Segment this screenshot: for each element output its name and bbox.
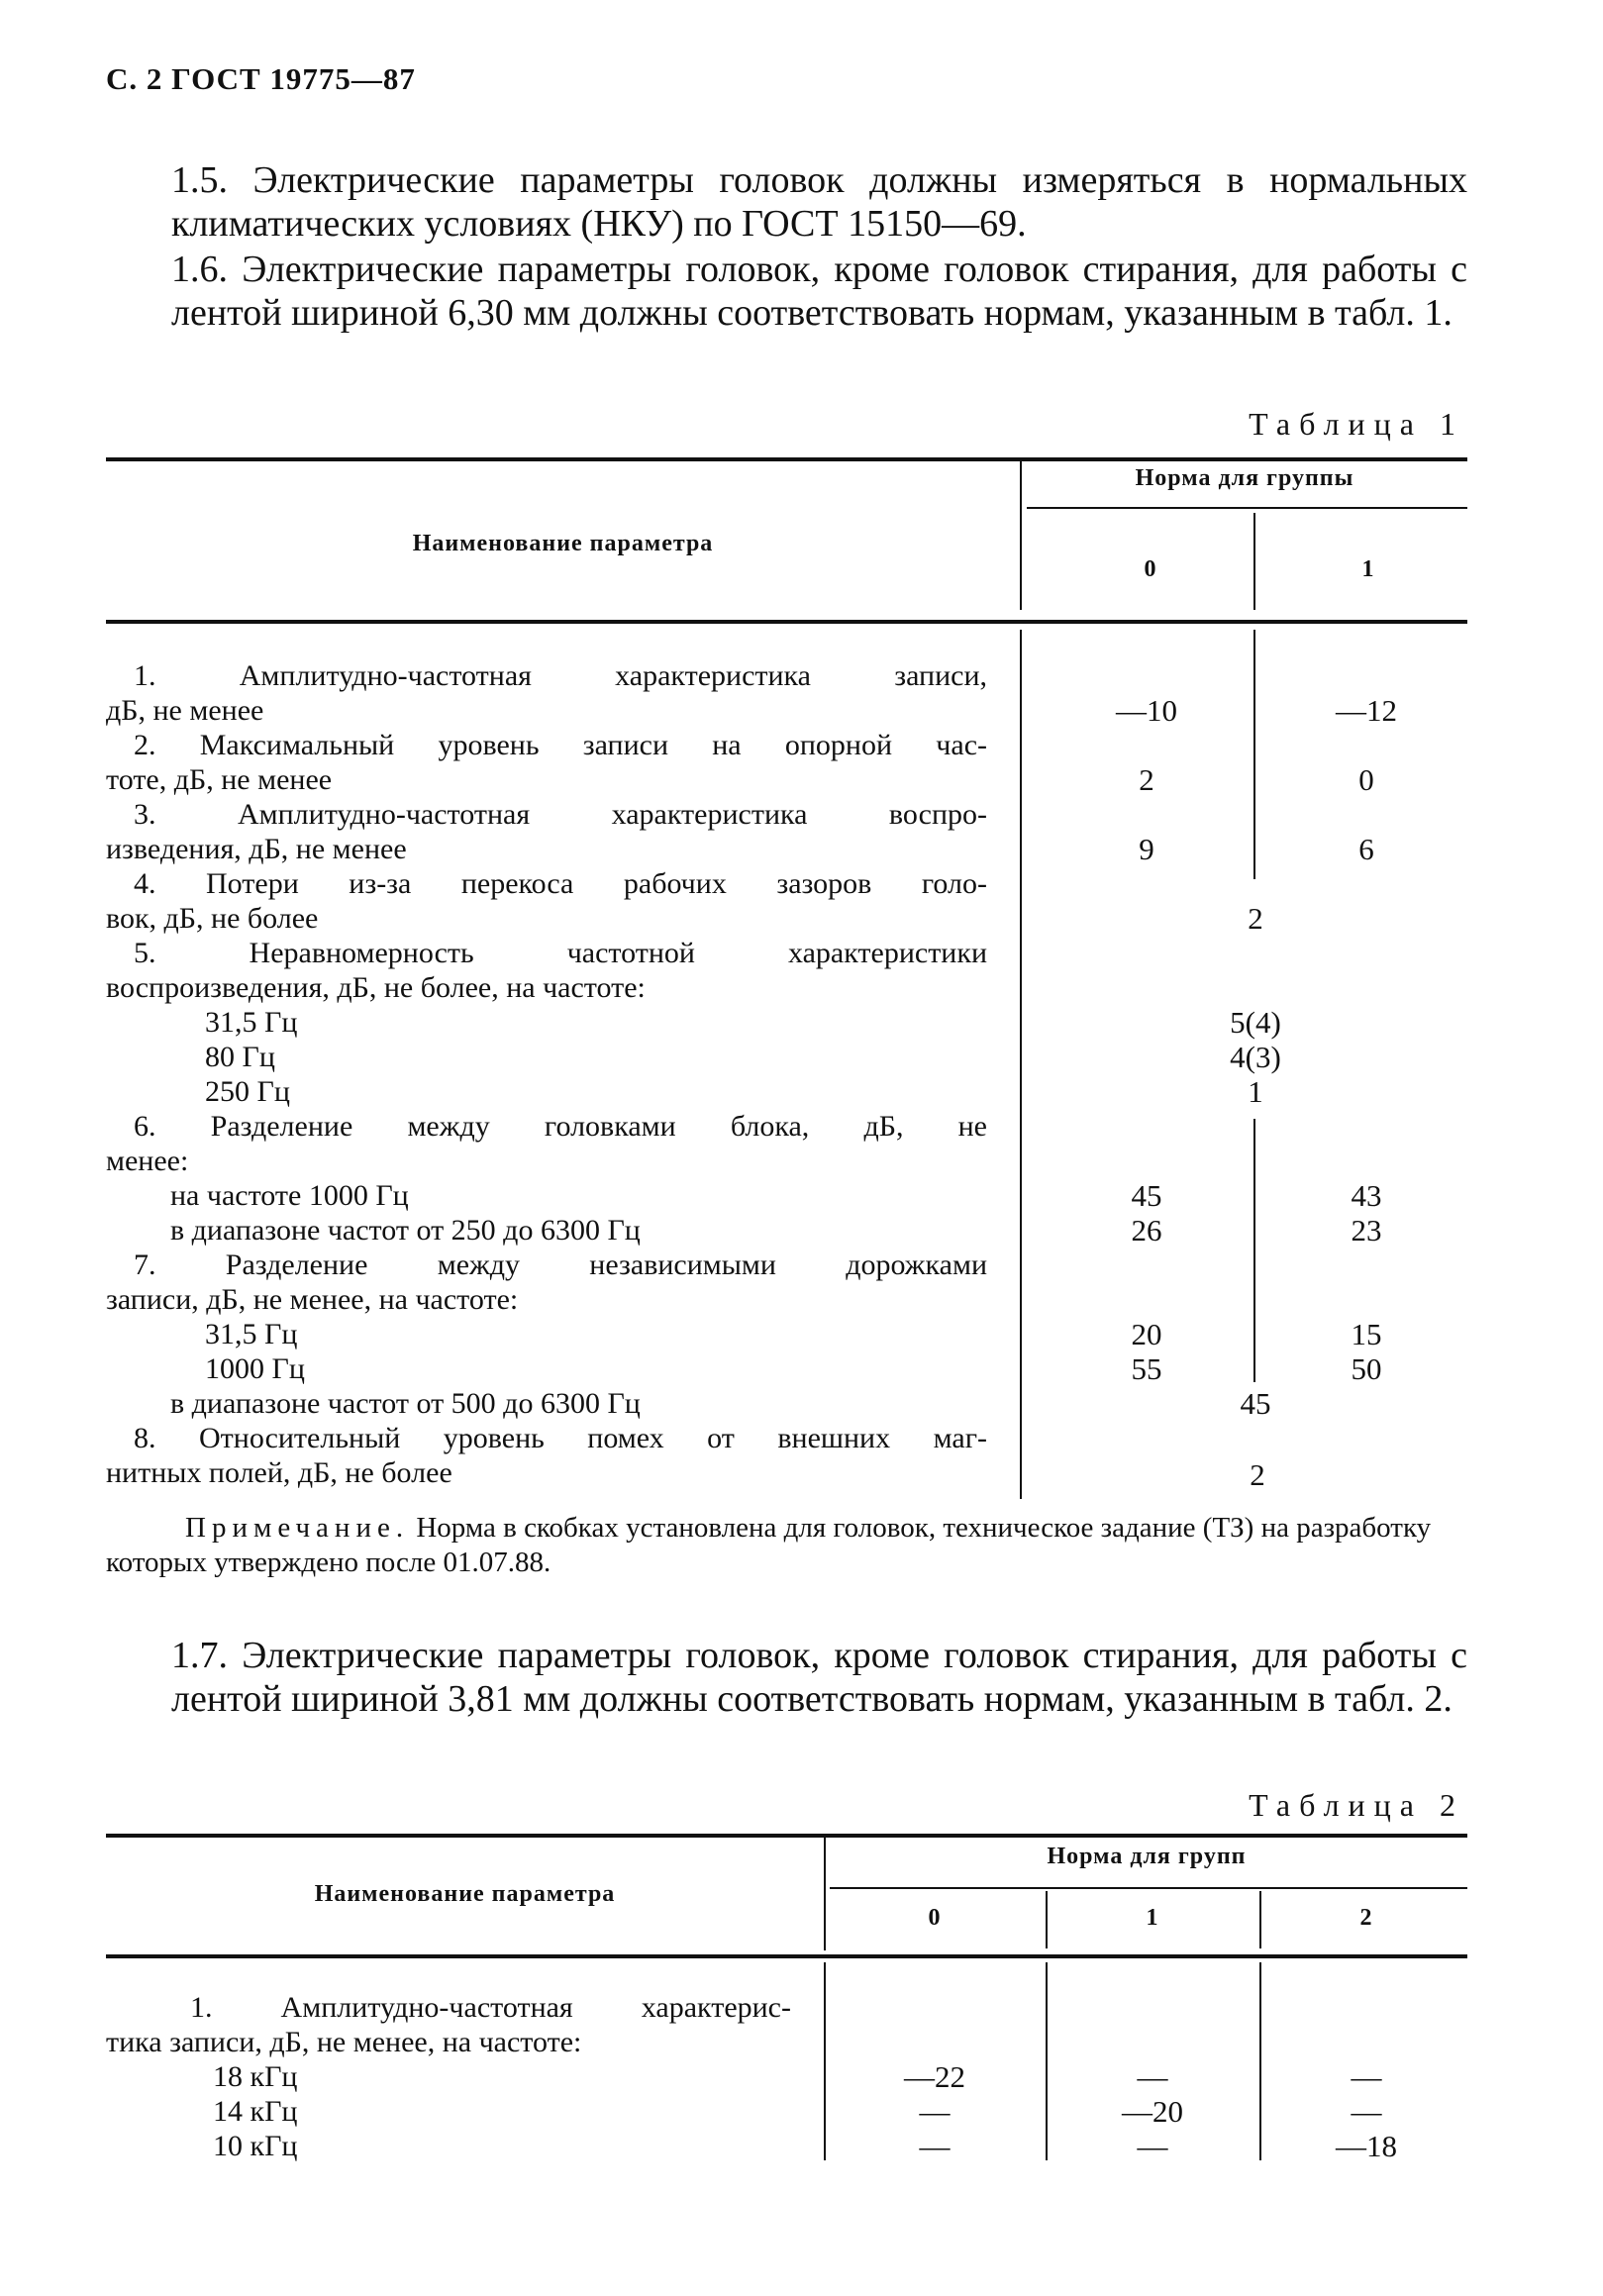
table1-group-divider-b [1253,1119,1255,1382]
table1-col-g0: 0 [1144,556,1157,582]
table1-row5-sub2-value: 4(3) [1230,1040,1281,1074]
table2-caption: Таблица 2 [1249,1787,1464,1823]
table1-row3-g0: 9 [1139,832,1154,866]
table2-sub2-g0: — [919,2094,951,2129]
table1-group-divider-a [1253,630,1255,879]
table2-group-rule [830,1887,1467,1889]
table1-row8-line2: нитных полей, дБ, не более [106,1456,452,1489]
table2-col-name: Наименование параметра [314,1881,616,1907]
table1-row8-line1: 8. Относительный уровень помех от внешних маг- [134,1422,987,1454]
table2-sub2-g1: —20 [1122,2094,1183,2129]
table1-row6-line1: 6. Разделение между головками блока, дБ, не [134,1110,987,1143]
table1-row5-sub3-value: 1 [1248,1074,1263,1109]
table1-row6-sub1-g1: 43 [1351,1178,1382,1213]
table1-row6-sub1: на частоте 1000 Гц [170,1179,409,1212]
table1-row3-g1: 6 [1358,832,1374,866]
table2-sub2-g2: — [1351,2094,1382,2129]
table1-row7-sub3: в диапазоне частот от 500 до 6300 Гц [170,1387,641,1420]
table1-row4-value: 2 [1248,901,1263,936]
table2-row1-line1: 1. Амплитудно-частотная характерис- [190,1991,791,2024]
table2-col-g2: 2 [1359,1905,1373,1931]
table2-divider-2 [1259,1891,1261,1948]
table1-row7-sub1: 31,5 Гц [205,1318,298,1350]
table2-row1-line2: тика записи, дБ, не менее, на частоте: [106,2026,582,2058]
table2-sub1-g0: —22 [904,2059,965,2094]
table2-sub3-g0: — [919,2129,951,2163]
table2-sub3-g2: —18 [1336,2129,1397,2163]
table2-body-divider-1 [1046,1962,1048,2160]
table2-body-divider [824,1962,826,2160]
table1-row6-sub2-g0: 26 [1131,1213,1162,1248]
table1-row4-line1: 4. Потери из-за перекоса рабочих зазоров голо- [134,867,987,900]
table1-row8-value: 2 [1250,1457,1265,1492]
table1-row5-sub1: 31,5 Гц [205,1006,298,1039]
table2-col-g0: 0 [928,1905,942,1931]
note-label: Примечание. [185,1512,410,1544]
clause-1-7-text: 1.7. Электрические параметры головок, кроме головок стирания, для работы с лентой шириной 3,81 мм должны соответствовать нормам, указанным в табл. 2. [171,1635,1467,1720]
table1-row4-line2: вок, дБ, не более [106,902,319,935]
table1-row6-line2: менее: [106,1145,189,1177]
table1-body-divider [1020,630,1022,1499]
table1-row7-sub2-g1: 50 [1351,1351,1382,1386]
table1-row7-sub1-g0: 20 [1131,1317,1162,1351]
table2-divider-1 [1046,1891,1048,1948]
table2-sub1-g2: — [1351,2059,1382,2094]
table2-header-bottom-rule [106,1954,1467,1958]
table1-row1-line1: 1. Амплитудно-частотная характеристика записи, [134,659,987,692]
table1-row3-line2: изведения, дБ, не менее [106,833,407,865]
table1-top-rule [106,457,1467,461]
table1-row7-line2: записи, дБ, не менее, на частоте: [106,1283,519,1316]
table1-row5-sub1-value: 5(4) [1230,1005,1281,1040]
table1-col-name: Наименование параметра [412,531,714,556]
table2-sub1-g1: — [1137,2059,1168,2094]
table1-row7-sub2-g0: 55 [1131,1351,1162,1386]
clause-1-5 [106,158,1467,246]
table1-group-divider [1253,513,1255,610]
table1-row7-sub2: 1000 Гц [205,1352,305,1385]
table1-row5-line2: воспроизведения, дБ, не более, на частоте: [106,971,646,1004]
clause-1-6 [106,248,1467,335]
table1-row7-line1: 7. Разделение между независимыми дорожками [134,1248,987,1281]
table1-row1-g0: —10 [1116,693,1177,728]
table1-row5-line1: 5. Неравномерность частотной характеристики [134,937,987,969]
table2-sub3-freq: 10 кГц [213,2130,298,2162]
table1-row3-line1: 3. Амплитудно-частотная характеристика воспро- [134,798,987,831]
table1-row2-line2: тоте, дБ, не менее [106,763,333,796]
table1-row2-line1: 2. Максимальный уровень записи на опорной час- [134,729,987,761]
table2-sub3-g1: — [1137,2129,1168,2163]
table1-row7-sub3-value: 45 [1240,1386,1271,1421]
table1-row5-sub3: 250 Гц [205,1075,290,1108]
clause-1-6-text: 1.6. Электрические параметры головок, кроме головок стирания, для работы с лентой шириной 6,30 мм должны соответствовать нормам, указанным в табл. 1. [171,249,1467,334]
table1-row6-sub2-g1: 23 [1351,1213,1382,1248]
table1-row1-line2: дБ, не менее [106,694,264,727]
table2-body-divider-2 [1259,1962,1261,2160]
table2-col-group: Норма для групп [1047,1844,1247,1869]
table1-header-bottom-rule [106,620,1467,624]
table1-row6-sub1-g0: 45 [1131,1178,1162,1213]
table1-caption: Таблица 1 [1249,406,1464,442]
table2-sub2-freq: 14 кГц [213,2095,298,2128]
table1-row5-sub2: 80 Гц [205,1041,275,1073]
clause-1-5-text: 1.5. Электрические параметры головок должны измеряться в нормальных климатических условиях (НКУ) по ГОСТ 15150—69. [171,159,1467,245]
table1-row1-g1: —12 [1336,693,1397,728]
table1-note [106,1511,1467,1580]
table1-col-group: Норма для группы [1135,465,1354,491]
table2-sub1-freq: 18 кГц [213,2060,298,2093]
table1-row2-g0: 2 [1139,762,1154,797]
table1-row2-g1: 0 [1358,762,1374,797]
table1-row6-sub2: в диапазоне частот от 250 до 6300 Гц [170,1214,641,1247]
clause-1-7 [106,1634,1467,1721]
table2-top-rule [106,1834,1467,1838]
note-text: Норма в скобках установлена для головок, техническое задание (ТЗ) на разработку которых утверждено после 01.07.88. [106,1512,1432,1578]
table1-group-rule [1027,507,1467,509]
table1-row7-sub1-g1: 15 [1351,1317,1382,1351]
table2-col-g1: 1 [1146,1905,1159,1931]
table1-col-g1: 1 [1361,556,1375,582]
page-header: С. 2 ГОСТ 19775—87 [106,61,416,96]
